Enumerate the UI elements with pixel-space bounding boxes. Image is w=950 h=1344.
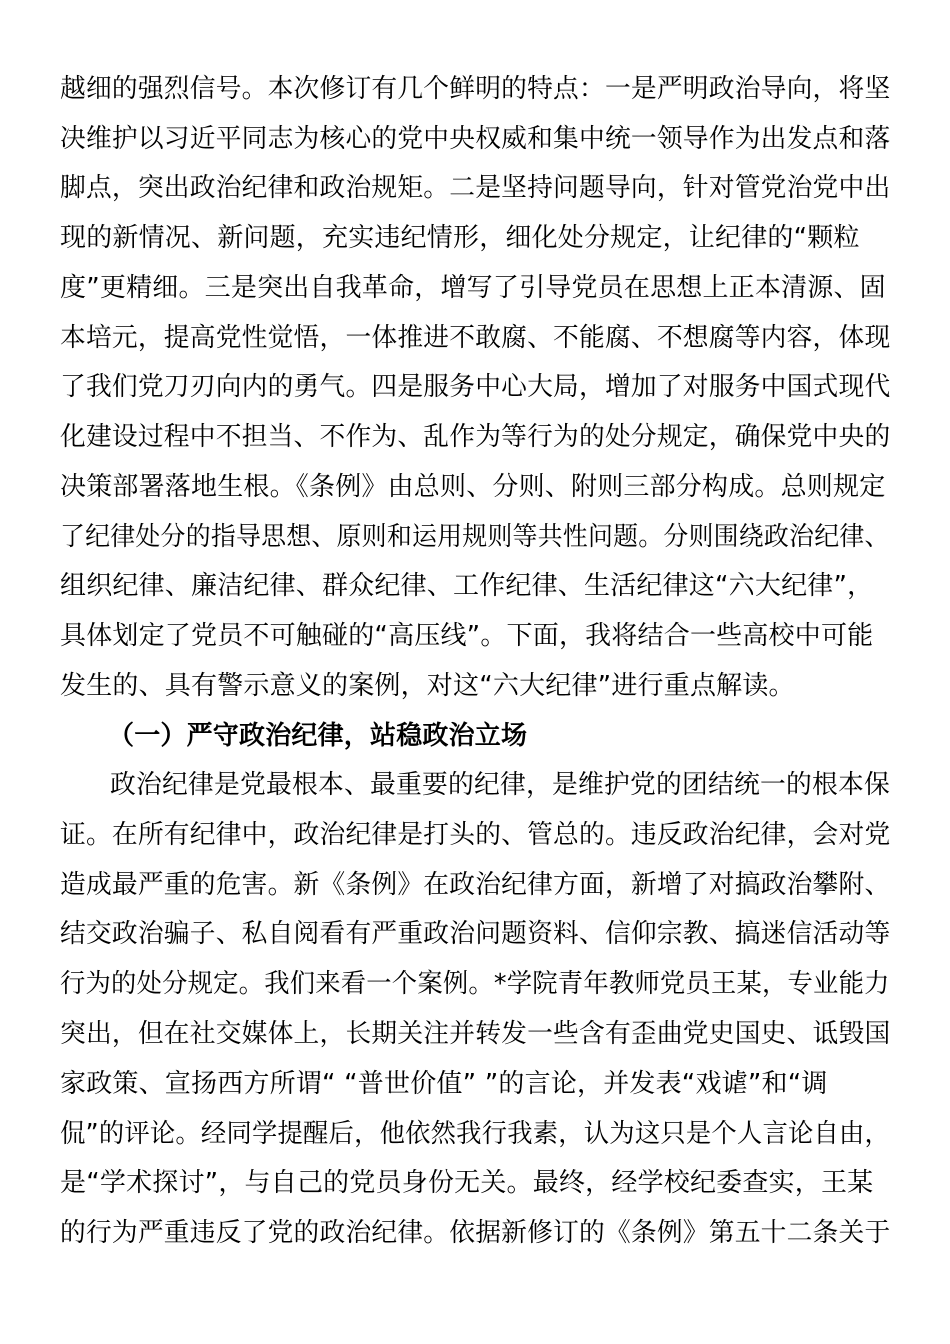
text-line: 本培元，提高党性觉悟，一体推进不敢腐、不能腐、不想腐等内容，体现 xyxy=(60,323,891,353)
text-line: 度”更精细。三是突出自我革命，增写了引导党员在思想上正本清源、固 xyxy=(60,273,886,303)
text-line: 了纪律处分的指导思想、原则和运用规则等共性问题。分则围绕政治纪律、 xyxy=(60,522,890,552)
text-line: 结交政治骗子、私自阅看有严重政治问题资料、信仰宗教、搞迷信活动等 xyxy=(60,919,891,949)
text-line: 了我们党刀刃向内的勇气。四是服务中心大局，增加了对服务中国式现代 xyxy=(60,372,891,402)
text-line: 现的新情况、新问题，充实违纪情形，细化处分规定，让纪律的“颗粒 xyxy=(60,223,860,253)
text-line: 行为的处分规定。我们来看一个案例。*学院青年教师党员王某，专业能力 xyxy=(60,969,890,999)
text-line: 突出，但在社交媒体上，长期关注并转发一些含有歪曲党史国史、诋毁国 xyxy=(60,1019,891,1049)
text-line: 的行为严重违反了党的政治纪律。依据新修订的《条例》第五十二条关于 xyxy=(60,1218,891,1248)
text-line: 决维护以习近平同志为核心的党中央权威和集中统一领导作为出发点和落 xyxy=(60,124,891,154)
section-heading: （一）严守政治纪律，站稳政治立场 xyxy=(108,721,528,751)
text-line: 具体划定了党员不可触碰的“高压线”。下面，我将结合一些高校中可能 xyxy=(60,621,874,651)
text-line: 侃”的评论。经同学提醒后，他依然我行我素，认为这只是个人言论自由， xyxy=(60,1119,891,1149)
text-line: 政治纪律是党最根本、最重要的纪律，是维护党的团结统一的根本保 xyxy=(110,770,891,800)
text-line: 化建设过程中不担当、不作为、乱作为等行为的处分规定，确保党中央的 xyxy=(60,422,891,452)
text-line: 发生的、具有警示意义的案例，对这“六大纪律”进行重点解读。 xyxy=(60,671,795,701)
text-line: 越细的强烈信号。本次修订有几个鲜明的特点：一是严明政治导向，将坚 xyxy=(60,74,891,104)
text-line: 家政策、宣扬西方所谓“ “普世价值” ”的言论，并发表“戏谑”和“调 xyxy=(60,1069,828,1099)
text-line: 脚点，突出政治纪律和政治规矩。二是坚持问题导向，针对管党治党中出 xyxy=(60,173,891,203)
text-line: 决策部署落地生根。《条例》由总则、分则、附则三部分构成。总则规定 xyxy=(60,472,886,502)
text-line: 组织纪律、廉洁纪律、群众纪律、工作纪律、生活纪律这“六大纪律”， xyxy=(60,571,874,601)
text-line: 是“学术探讨”，与自己的党员身份无关。最终，经学校纪委查实，王某 xyxy=(60,1168,874,1198)
text-line: 造成最严重的危害。新《条例》在政治纪律方面，新增了对搞政治攀附、 xyxy=(60,870,891,900)
text-line: 证。在所有纪律中，政治纪律是打头的、管总的。违反政治纪律，会对党 xyxy=(60,820,891,850)
